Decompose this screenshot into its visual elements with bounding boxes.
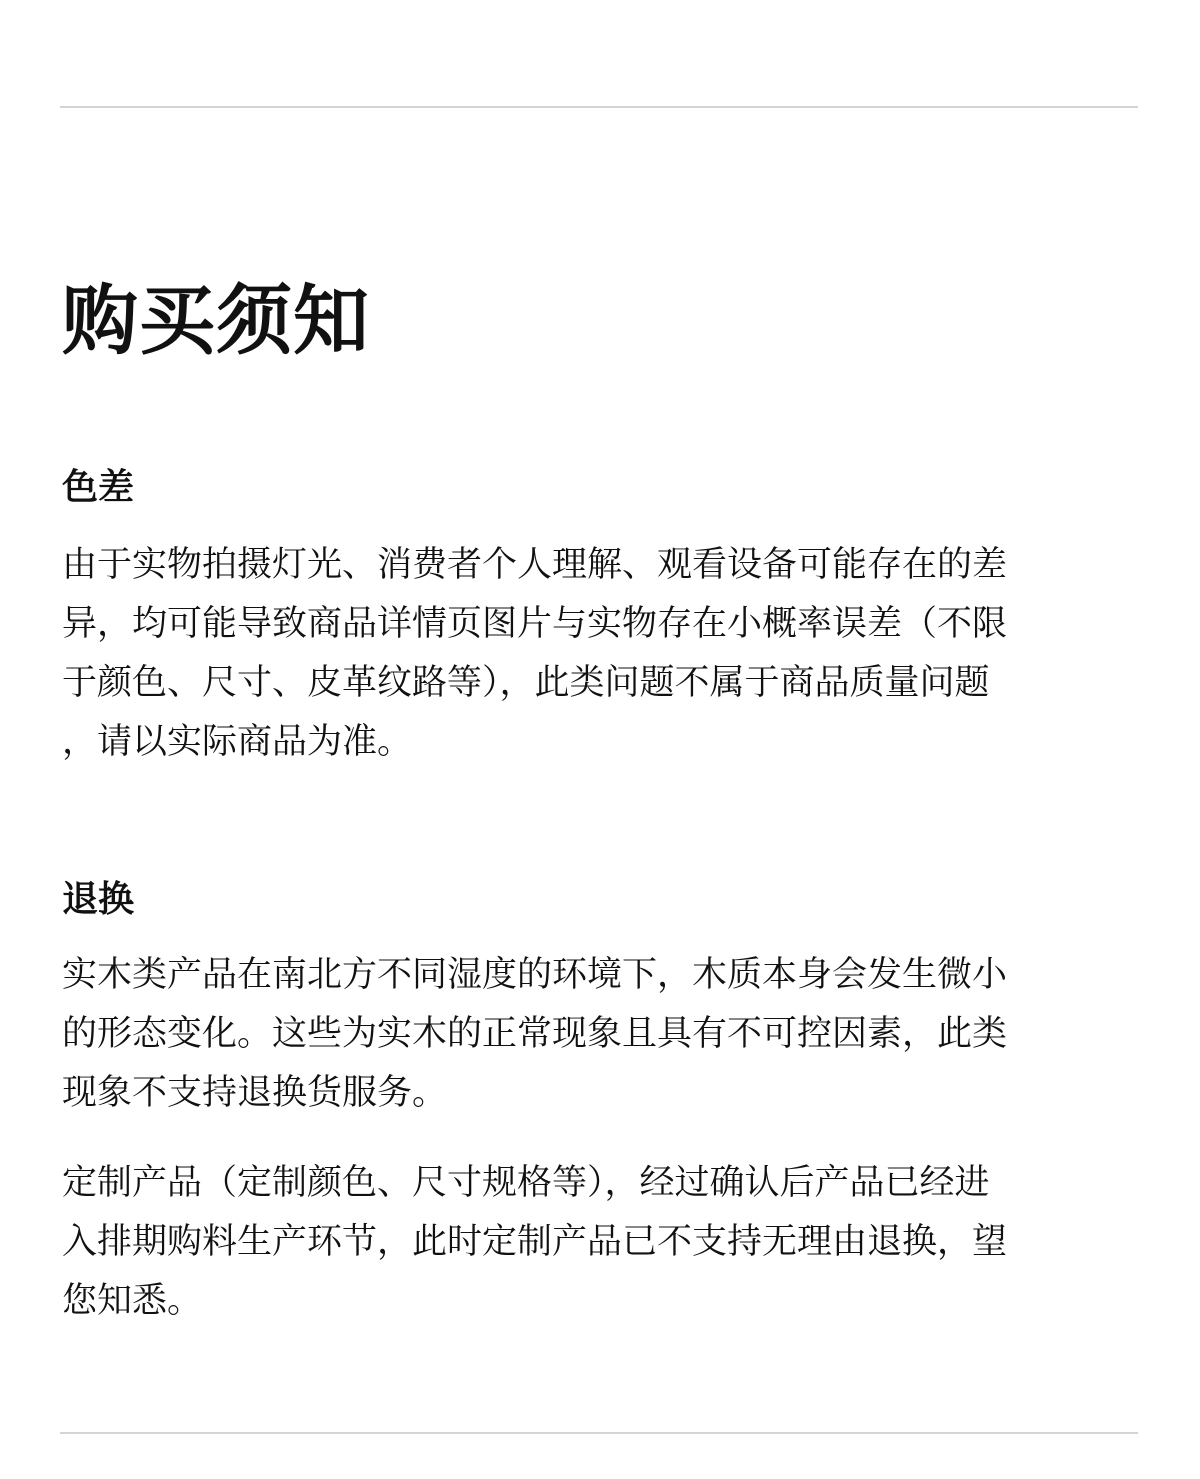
paragraph-line: 的形态变化。这些为实木的正常现象且具有不可控因素，此类 xyxy=(62,1014,1008,1054)
returns-heading: 退换 xyxy=(62,879,135,920)
color-difference-heading: 色差 xyxy=(62,467,135,508)
paragraph-line: 入排期购料生产环节，此时定制产品已不支持无理由退换，望 xyxy=(62,1222,1008,1262)
paragraph-line: 由于实物拍摄灯光、消费者个人理解、观看设备可能存在的差 xyxy=(62,545,1008,585)
returns-paragraph-custom xyxy=(62,1154,1138,1331)
paragraph-line: ，请以实际商品为准。 xyxy=(62,722,413,762)
paragraph-line: 您知悉。 xyxy=(62,1281,203,1321)
top-divider xyxy=(60,106,1138,108)
paragraph-line: 异，均可能导致商品详情页图片与实物存在小概率误差（不限 xyxy=(62,604,1008,644)
color-difference-paragraph xyxy=(62,536,1138,772)
bottom-divider xyxy=(60,1432,1138,1434)
paragraph-line: 于颜色、尺寸、皮革纹路等），此类问题不属于商品质量问题 xyxy=(62,663,990,703)
returns-paragraph-wood xyxy=(62,946,1138,1123)
paragraph-line: 定制产品（定制颜色、尺寸规格等），经过确认后产品已经进 xyxy=(62,1163,990,1203)
paragraph-line: 实木类产品在南北方不同湿度的环境下，木质本身会发生微小 xyxy=(62,955,1008,995)
paragraph-line: 现象不支持退换货服务。 xyxy=(62,1073,448,1113)
page-title: 购买须知 xyxy=(62,276,370,365)
